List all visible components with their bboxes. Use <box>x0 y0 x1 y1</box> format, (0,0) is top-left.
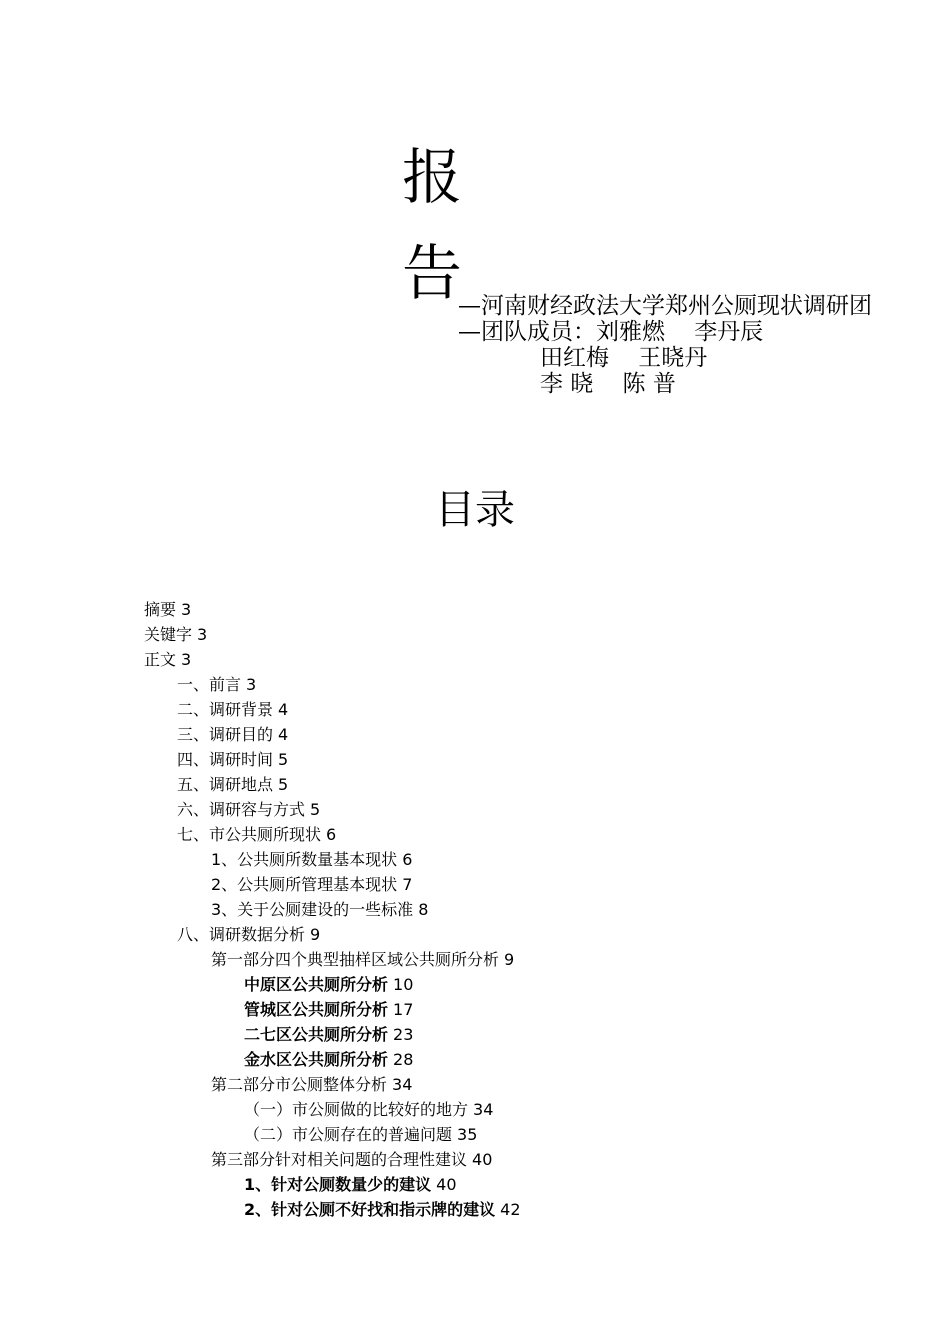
subtitle-members-3: 李 晓 陈 普 <box>540 371 676 397</box>
toc-entry-label: 一、前言 <box>177 675 242 694</box>
toc-entry-page: 8 <box>418 900 429 919</box>
toc-entry-label: 2、针对公厕不好找和指示牌的建议 <box>244 1200 496 1219</box>
toc-entry-page: 5 <box>278 750 289 769</box>
toc-entry-page: 42 <box>500 1200 521 1219</box>
toc-entry-page: 9 <box>504 950 515 969</box>
toc-entry-label: 五、调研地点 <box>177 775 274 794</box>
toc-entry[interactable] <box>244 1025 413 1045</box>
toc-entry-page: 6 <box>402 850 413 869</box>
toc-entry-page: 40 <box>472 1150 493 1169</box>
toc-entry[interactable] <box>244 1200 521 1220</box>
toc-entry-label: 正文 <box>144 650 177 669</box>
toc-entry-label: 二七区公共厕所分析 <box>244 1025 389 1044</box>
toc-entry[interactable] <box>177 800 320 820</box>
toc-entry[interactable] <box>211 850 412 870</box>
subtitle-members-2: 田红梅 王晓丹 <box>540 345 708 371</box>
toc-entry[interactable] <box>177 925 320 945</box>
toc-entry-label: 金水区公共厕所分析 <box>244 1050 389 1069</box>
toc-entry[interactable] <box>177 750 288 770</box>
toc-entry[interactable] <box>244 1000 413 1020</box>
toc-entry-label: 八、调研数据分析 <box>177 925 306 944</box>
toc-entry[interactable] <box>211 1150 492 1170</box>
toc-entry[interactable] <box>211 1075 412 1095</box>
toc-entry-page: 3 <box>181 650 192 669</box>
toc-entry-page: 40 <box>436 1175 457 1194</box>
toc-entry[interactable] <box>144 625 207 645</box>
toc-entry-label: 七、市公共厕所现状 <box>177 825 322 844</box>
toc-entry-page: 3 <box>181 600 192 619</box>
title-char-2: 告 <box>402 239 462 309</box>
toc-entry[interactable] <box>177 700 288 720</box>
toc-entry-label: 摘要 <box>144 600 177 619</box>
toc-entry[interactable] <box>244 1175 457 1195</box>
toc-entry[interactable] <box>244 1125 477 1145</box>
toc-entry[interactable] <box>211 875 412 895</box>
toc-entry-page: 3 <box>246 675 257 694</box>
toc-entry-page: 10 <box>393 975 414 994</box>
toc-entry-label: 1、公共厕所数量基本现状 <box>211 850 398 869</box>
toc-entry-label: 第三部分针对相关问题的合理性建议 <box>211 1150 468 1169</box>
toc-entry-label: （一）市公厕做的比较好的地方 <box>244 1100 469 1119</box>
toc-entry-page: 35 <box>457 1125 478 1144</box>
title-char-1: 报 <box>402 143 462 213</box>
toc-entry-label: 3、关于公厕建设的一些标准 <box>211 900 414 919</box>
toc-entry[interactable] <box>177 725 288 745</box>
toc-entry-page: 34 <box>473 1100 494 1119</box>
toc-entry-label: 二、调研背景 <box>177 700 274 719</box>
toc-title: 目录 <box>435 487 515 533</box>
toc-entry-label: 中原区公共厕所分析 <box>244 975 389 994</box>
toc-entry-page: 34 <box>392 1075 413 1094</box>
toc-entry[interactable] <box>244 975 413 995</box>
toc-entry-label: 第一部分四个典型抽样区域公共厕所分析 <box>211 950 500 969</box>
toc-entry-label: 第二部分市公厕整体分析 <box>211 1075 388 1094</box>
toc-entry-label: 关键字 <box>144 625 193 644</box>
toc-entry[interactable] <box>244 1100 493 1120</box>
subtitle-members-1: —团队成员：刘雅燃 李丹辰 <box>458 319 764 345</box>
toc-entry-label: 1、针对公厕数量少的建议 <box>244 1175 432 1194</box>
toc-entry-page: 4 <box>278 700 289 719</box>
toc-entry-page: 23 <box>393 1025 414 1044</box>
toc-entry-label: 管城区公共厕所分析 <box>244 1000 389 1019</box>
toc-entry-page: 28 <box>393 1050 414 1069</box>
toc-entry-label: 六、调研容与方式 <box>177 800 306 819</box>
toc-entry-page: 5 <box>278 775 289 794</box>
toc-entry[interactable] <box>177 825 336 845</box>
toc-entry-page: 6 <box>326 825 337 844</box>
toc-entry-page: 17 <box>393 1000 414 1019</box>
toc-entry-page: 4 <box>278 725 289 744</box>
toc-entry-page: 5 <box>310 800 321 819</box>
toc-entry[interactable] <box>211 950 514 970</box>
toc-entry[interactable] <box>144 600 191 620</box>
toc-entry[interactable] <box>144 650 191 670</box>
toc-entry[interactable] <box>244 1050 413 1070</box>
subtitle-team: —河南财经政法大学郑州公厕现状调研团 <box>458 293 872 319</box>
toc-entry[interactable] <box>177 675 256 695</box>
toc-entry-label: （二）市公厕存在的普遍问题 <box>244 1125 453 1144</box>
toc-entry-label: 四、调研时间 <box>177 750 274 769</box>
toc-entry-page: 3 <box>197 625 208 644</box>
toc-entry-label: 三、调研目的 <box>177 725 274 744</box>
toc-entry-label: 2、公共厕所管理基本现状 <box>211 875 398 894</box>
toc-entry[interactable] <box>211 900 428 920</box>
toc-entry[interactable] <box>177 775 288 795</box>
toc-entry-page: 7 <box>402 875 413 894</box>
toc-entry-page: 9 <box>310 925 321 944</box>
